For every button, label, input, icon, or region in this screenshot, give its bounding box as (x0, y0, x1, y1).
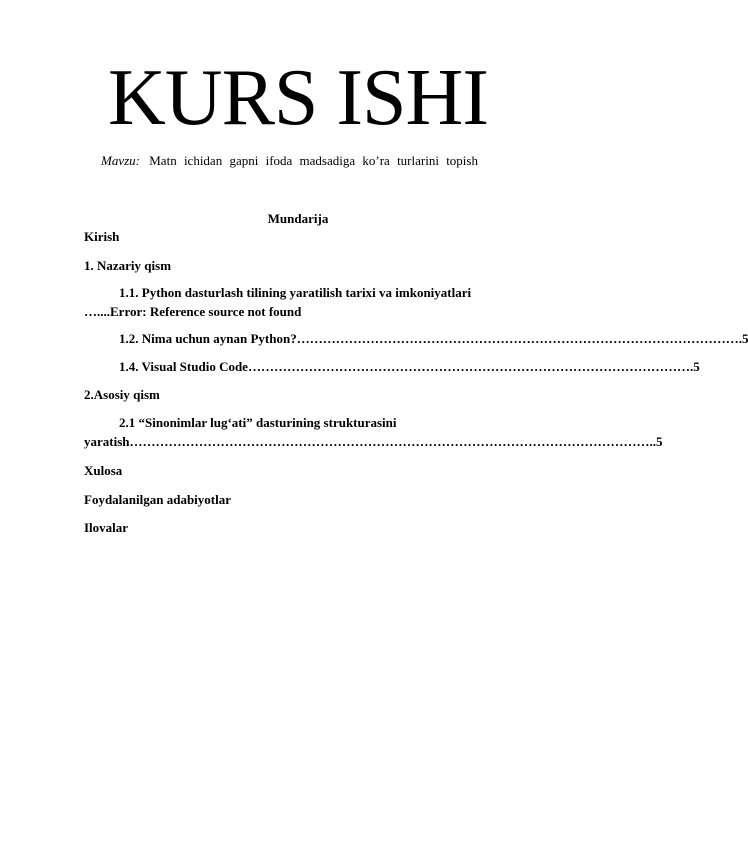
toc-entry-1-1-continuation: …....Error: Reference source not found (84, 304, 302, 319)
toc-entry-section-1: 1. Nazariy qism (84, 258, 172, 273)
toc-entry-2-1-cont-text: yaratish (84, 434, 130, 449)
toc-entry-2-1: 2.1 “Sinonimlar lug‘ati” dasturining strukturasini (119, 415, 397, 430)
toc-entry-intro: Kirish (84, 229, 120, 244)
toc-entry-1-2-text: 1.2. Nima uchun aynan Python? (119, 331, 297, 346)
toc-entry-2-1-continuation (84, 434, 663, 450)
toc-entry-1-4 (119, 359, 700, 375)
dot-leader: ………………………………………………………………………………………… (296, 331, 739, 346)
document-title: KURS ISHI (108, 54, 488, 142)
toc-entry-1-2-page: .5 (738, 331, 748, 346)
toc-entry-1-2 (119, 331, 748, 347)
topic-line (101, 153, 478, 169)
toc-entry-conclusion: Xulosa (84, 463, 123, 478)
toc-entry-references: Foydalanilgan adabiyotlar (84, 492, 231, 507)
toc-entry-section-2: 2.Asosiy qism (84, 387, 160, 402)
toc-entry-2-1-page: ..5 (649, 434, 663, 449)
toc-entry-1-1: 1.1. Python dasturlash tilining yaratilish tarixi va imkoniyatlari (119, 285, 472, 300)
topic-label: Mavzu: (101, 153, 140, 168)
topic-text: Matn ichidan gapni ifoda madsadiga ko’ra turlarini topish (149, 153, 478, 168)
toc-entry-1-4-text: 1.4. Visual Studio Code (119, 359, 248, 374)
toc-heading: Mundarija (267, 211, 329, 226)
toc-entry-appendix: Ilovalar (84, 520, 129, 535)
dot-leader: ………………………………………………………………………………………… (247, 359, 690, 374)
toc-entry-1-4-page: .5 (689, 359, 700, 374)
dot-leader: ………………………………………………………………………………………………………… (129, 434, 650, 449)
